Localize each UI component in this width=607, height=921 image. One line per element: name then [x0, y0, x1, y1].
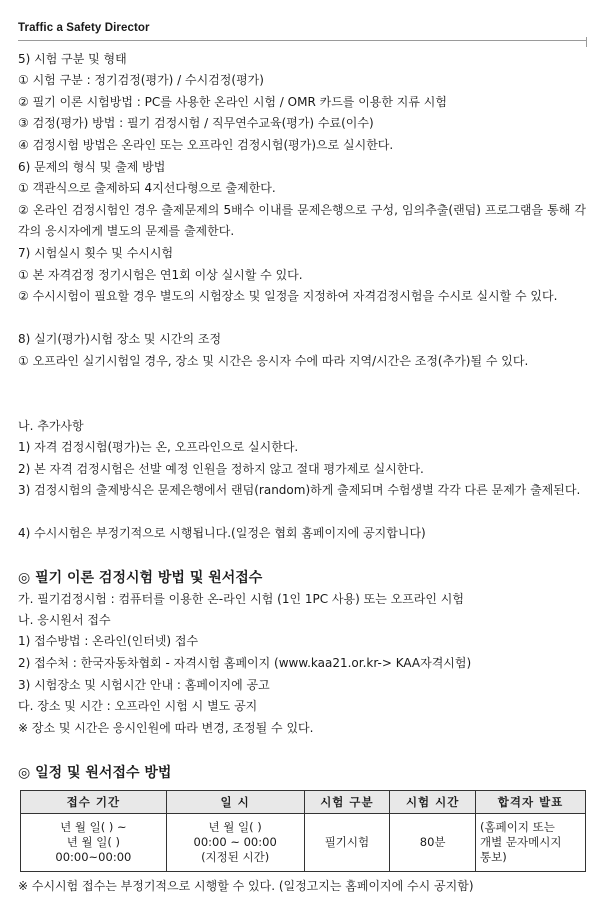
announce-line-1: (홈페이지 또는 [480, 820, 555, 834]
written-exam-line-1: 가. 필기검정시험 : 컴퓨터를 이용한 온-라인 시험 (1인 1PC 사용) 또는 오프라인 시험 [18, 592, 464, 606]
line-5-1: ① 시험 구분 : 정기검정(평가) / 수시검정(평가) [18, 73, 264, 87]
table-row [21, 814, 586, 872]
additional-heading: 나. 추가사항 [18, 419, 84, 433]
cell-exam-duration: 80분 [390, 814, 476, 872]
written-exam-line-6: 다. 장소 및 시간 : 오프라인 시험 시 별도 공지 [18, 699, 258, 713]
schedule-footnote: ※ 수시시험 접수는 부정기적으로 시행할 수 있다. (일정고지는 홈페이지에 수시 공지함) [18, 879, 474, 893]
written-exam-line-4: 2) 접수처 : 한국자동차협회 - 자격시험 홈페이지 (www.kaa21.or.kr-> KAA자격시험) [18, 656, 472, 670]
line-5-4: ④ 검정시험 방법은 온라인 또는 오프라인 검정시험(평가)으로 실시한다. [18, 138, 394, 152]
schedule-header-row [21, 791, 586, 814]
additional-3: 3) 검정시험의 출제방식은 문제은행에서 랜덤(random)하게 출제되며 수험생별 각각 다른 문제가 출제된다. [18, 483, 581, 497]
line-6-heading: 6) 문제의 형식 및 출제 방법 [18, 160, 166, 174]
line-5-2: ② 필기 이론 시험방법 : PC를 사용한 온라인 시험 / OMR 카드를 이용한 지류 시험 [18, 95, 447, 109]
period-start: 년 월 일( ) ~ [60, 820, 127, 834]
additional-4: 4) 수시시험은 부정기적으로 시행됩니다.(일정은 협회 홈페이지에 공지합니다) [18, 526, 426, 540]
announce-line-2: 개별 문자메시지 [480, 835, 562, 849]
header-period: 접수 기간 [21, 791, 167, 814]
written-exam-line-2: 나. 응시원서 접수 [18, 613, 111, 627]
header-datetime: 일 시 [166, 791, 304, 814]
line-7-2: ② 수시시험이 필요할 경우 별도의 시험장소 및 일정을 지정하여 자격검정시험을 수시로 실시할 수 있다. [18, 289, 558, 303]
datetime-note: (지정된 시간) [201, 850, 270, 864]
page-corner-mark [586, 37, 587, 47]
datetime-time: 00:00 ~ 00:00 [193, 835, 277, 849]
section-written-exam-title: ◎ 필기 이론 검정시험 방법 및 원서접수 [18, 570, 263, 586]
cell-result-announce [476, 814, 586, 872]
section-schedule-title: ◎ 일정 및 원서접수 방법 [18, 765, 172, 781]
additional-2: 2) 본 자격 검정시험은 선발 예정 인원을 정하지 않고 절대 평가제로 실시한다. [18, 462, 424, 476]
additional-1: 1) 자격 검정시험(평가)는 온, 오프라인으로 실시한다. [18, 440, 299, 454]
period-end: 년 월 일( ) [66, 835, 121, 849]
line-6-2: ② 온라인 검정시험인 경우 출제문제의 5배수 이내를 문제은행으로 구성, 임의추출(랜덤) 프로그램을 통해 각각의 응시자에게 별도의 문제를 출제한다. [18, 203, 586, 238]
written-exam-line-7: ※ 장소 및 시간은 응시인원에 따라 변경, 조정될 수 있다. [18, 721, 314, 735]
line-7-1: ① 본 자격검정 정기시험은 연1회 이상 실시할 수 있다. [18, 268, 303, 282]
cell-datetime [166, 814, 304, 872]
document-header-title: Traffic a Safety Director [18, 22, 150, 34]
line-8-heading: 8) 실기(평가)시험 장소 및 시간의 조정 [18, 332, 222, 346]
period-time: 00:00~00:00 [55, 850, 132, 864]
line-5-heading: 5) 시험 구분 및 형태 [18, 52, 127, 66]
line-7-heading: 7) 시험실시 횟수 및 수시시험 [18, 246, 174, 260]
cell-exam-type: 필기시험 [304, 814, 390, 872]
written-exam-line-5: 3) 시험장소 및 시험시간 안내 : 홈페이지에 공고 [18, 678, 270, 692]
cell-period [21, 814, 167, 872]
line-5-3: ③ 검정(평가) 방법 : 필기 검정시험 / 직무연수교육(평가) 수료(이수) [18, 116, 374, 130]
line-8-1: ① 오프라인 실기시험일 경우, 장소 및 시간은 응시자 수에 따라 지역/시간은 조정(추가)될 수 있다. [18, 354, 529, 368]
header-exam-type: 시험 구분 [304, 791, 390, 814]
header-result-announce: 합격자 발표 [476, 791, 586, 814]
datetime-date: 년 월 일( ) [208, 820, 262, 834]
announce-line-3: 통보) [480, 850, 507, 864]
line-6-1: ① 객관식으로 출제하되 4지선다형으로 출제한다. [18, 181, 276, 195]
header-divider [18, 40, 586, 41]
schedule-table [20, 790, 586, 872]
written-exam-line-3: 1) 접수방법 : 온라인(인터넷) 접수 [18, 634, 199, 648]
header-exam-duration: 시험 시간 [390, 791, 476, 814]
